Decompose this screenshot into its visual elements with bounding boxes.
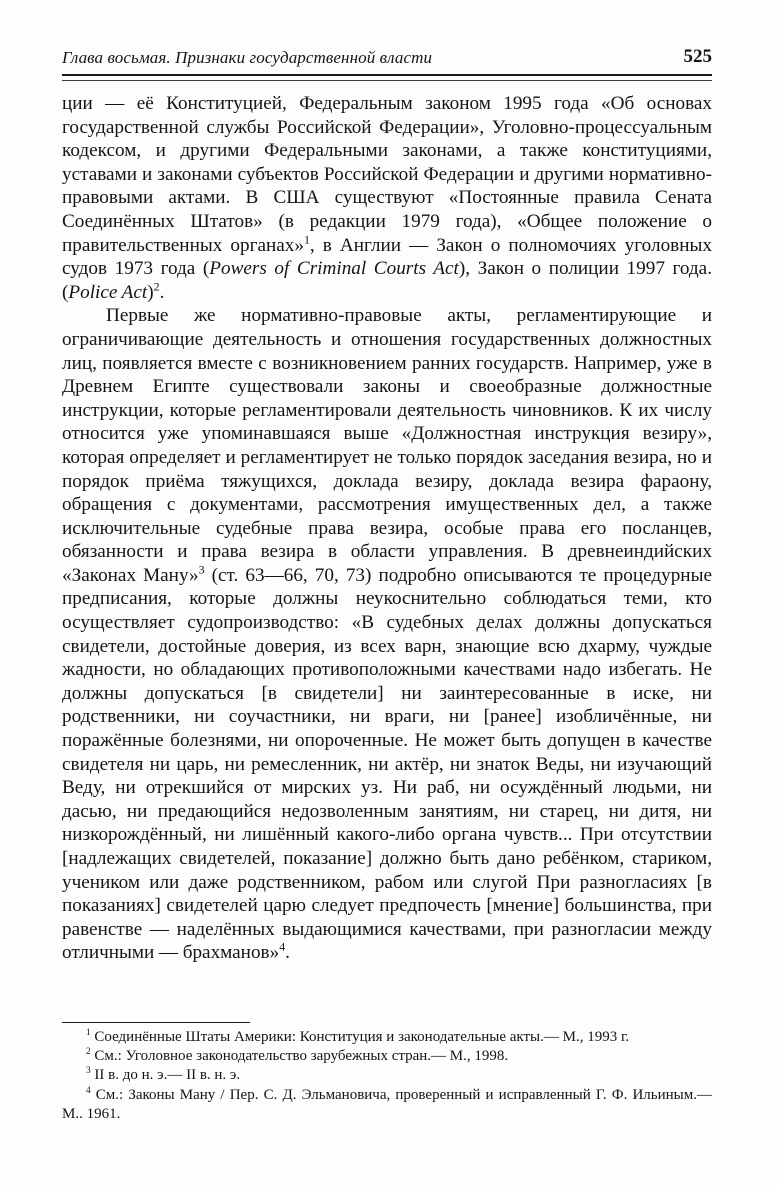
p1-italic-1: Powers of Criminal Courts Act [209, 258, 459, 280]
header-rule-thin [62, 80, 712, 81]
footnote-text: См.: Законы Ману / Пер. С. Д. Эльмановича, проверенный и исправленный Г. Ф. Ильиным.— М.. 1961. [62, 1086, 712, 1122]
p1-italic-2: Police Act [68, 281, 148, 303]
footnote-ref-4: 4 [279, 939, 286, 954]
footnote-number: 1 [86, 1028, 91, 1038]
footnote-2 [62, 1047, 712, 1066]
footnote-4 [62, 1086, 712, 1124]
footnote-number: 3 [86, 1066, 91, 1077]
p1-text-1: ции — её Конституцией, Федеральным законом 1995 года «Об основах государственной службы Российской Федерации», Уголовно-процессуальным кодексом, и другими Федеральными законами, а также конституциями, уставами и законами субъектов Российской Федерации и другими нормативно-правовыми актами. В США существуют «Постоянные правила Сената Соединённых Штатов» (в редакции 1979 года), «Общее положение о правительственных органах» [62, 93, 712, 256]
p2-text-2: (ст. 63—66, 70, 73) подробно описываются те процедурные предписания, которые должны неукоснительно соблюдаться теми, кто осуществляет судопроизводство: «В судебных делах должны допускаться свидетели, достойные доверия, из всех варн, знающие всю дхарму, чуждые жадности, но обладающих противоположными качествами надо избегать. Не должны допускаться [в свидетели] ни заинтересованные в иске, ни родственники, ни соучастники, ни враги, ни [ранее] изобличённые, ни поражённые болезнями, ни опороченные. Не может быть допущен в качестве свидетеля ни царь, ни ремесленник, ни актёр, ни знаток Веды, ни изучающий Веду, ни отрекшийся от мирских уз. Ни раб, ни осуждённый людьми, ни дасью, ни предающийся недозволенным занятиям, ни старец, ни дитя, ни низкорождённый, ни лишённый какого-либо органа чувств... При отсутствии [надлежащих свидетелей, показание] должно быть дано ребёнком, стариком, учеником или даже родственником, рабом или слугой При разногласиях [в показаниях] свидетелей царю следует предпочесть [мнение] большинства, при равенстве — наделённых выдающимися качествами, при разногласии между отличными — брахманов» [62, 564, 712, 964]
footnote-ref-1: 1 [303, 232, 310, 247]
footnote-number: 4 [86, 1085, 91, 1096]
footnote-text: Соединённые Штаты Америки: Конституция и законодательные акты.— М., 1993 г. [90, 1029, 630, 1045]
footnotes [62, 1028, 712, 1124]
p1-text-2: , в Англии — Закон о полномочиях уголовных судов 1973 года ( [62, 234, 712, 280]
footnote-ref-3: 3 [198, 562, 205, 577]
chapter-title: Глава восьмая. Признаки государственной власти [62, 48, 433, 67]
header-rule-thick [62, 74, 712, 76]
footnote-text: См.: Уголовное законодательство зарубежных стран.— М., 1998. [90, 1048, 509, 1065]
paragraph-1 [62, 92, 712, 304]
footnote-rule [62, 1022, 250, 1023]
footnote-ref-2: 2 [153, 279, 160, 294]
footnote-1 [62, 1028, 712, 1047]
p2-text-3: . [285, 942, 290, 964]
footnote-number: 2 [86, 1047, 91, 1058]
running-head [62, 46, 712, 72]
main-text [62, 92, 712, 965]
p1-text-4: ) [147, 281, 154, 303]
paragraph-2 [62, 304, 712, 965]
p1-text-5: . [159, 281, 165, 303]
p2-text-1: Первые же нормативно-правовые акты, регламентирующие и ограничивающие деятельность и отношения государственных должностных лиц, появляется вместе с возникновением ранних государств. Например, уже в Древнем Египте существовали законы и своеобразные должностные инструкции, которые регламентировали деятельность чиновников. К их числу относится уже упоминавшаяся выше «Должностная инструкция везиру», которая определяет и регламентирует не только порядок заседания везира, но и порядок приёма тяжущихся, доклада везиру, доклада везира фараону, обращения с документами, рассмотрения имущественных дел, а также исключительные судебные права везира, особые права его посланцев, обязанности и права везира в области управления. В древнеиндийских «Законах Ману» [62, 305, 712, 586]
footnote-3 [62, 1066, 712, 1085]
footnote-text: II в. до н. э.— II в. н. э. [90, 1067, 241, 1084]
p1-text-3: ), Закон о полиции 1997 года. ( [62, 258, 712, 303]
page-number: 525 [683, 46, 712, 67]
